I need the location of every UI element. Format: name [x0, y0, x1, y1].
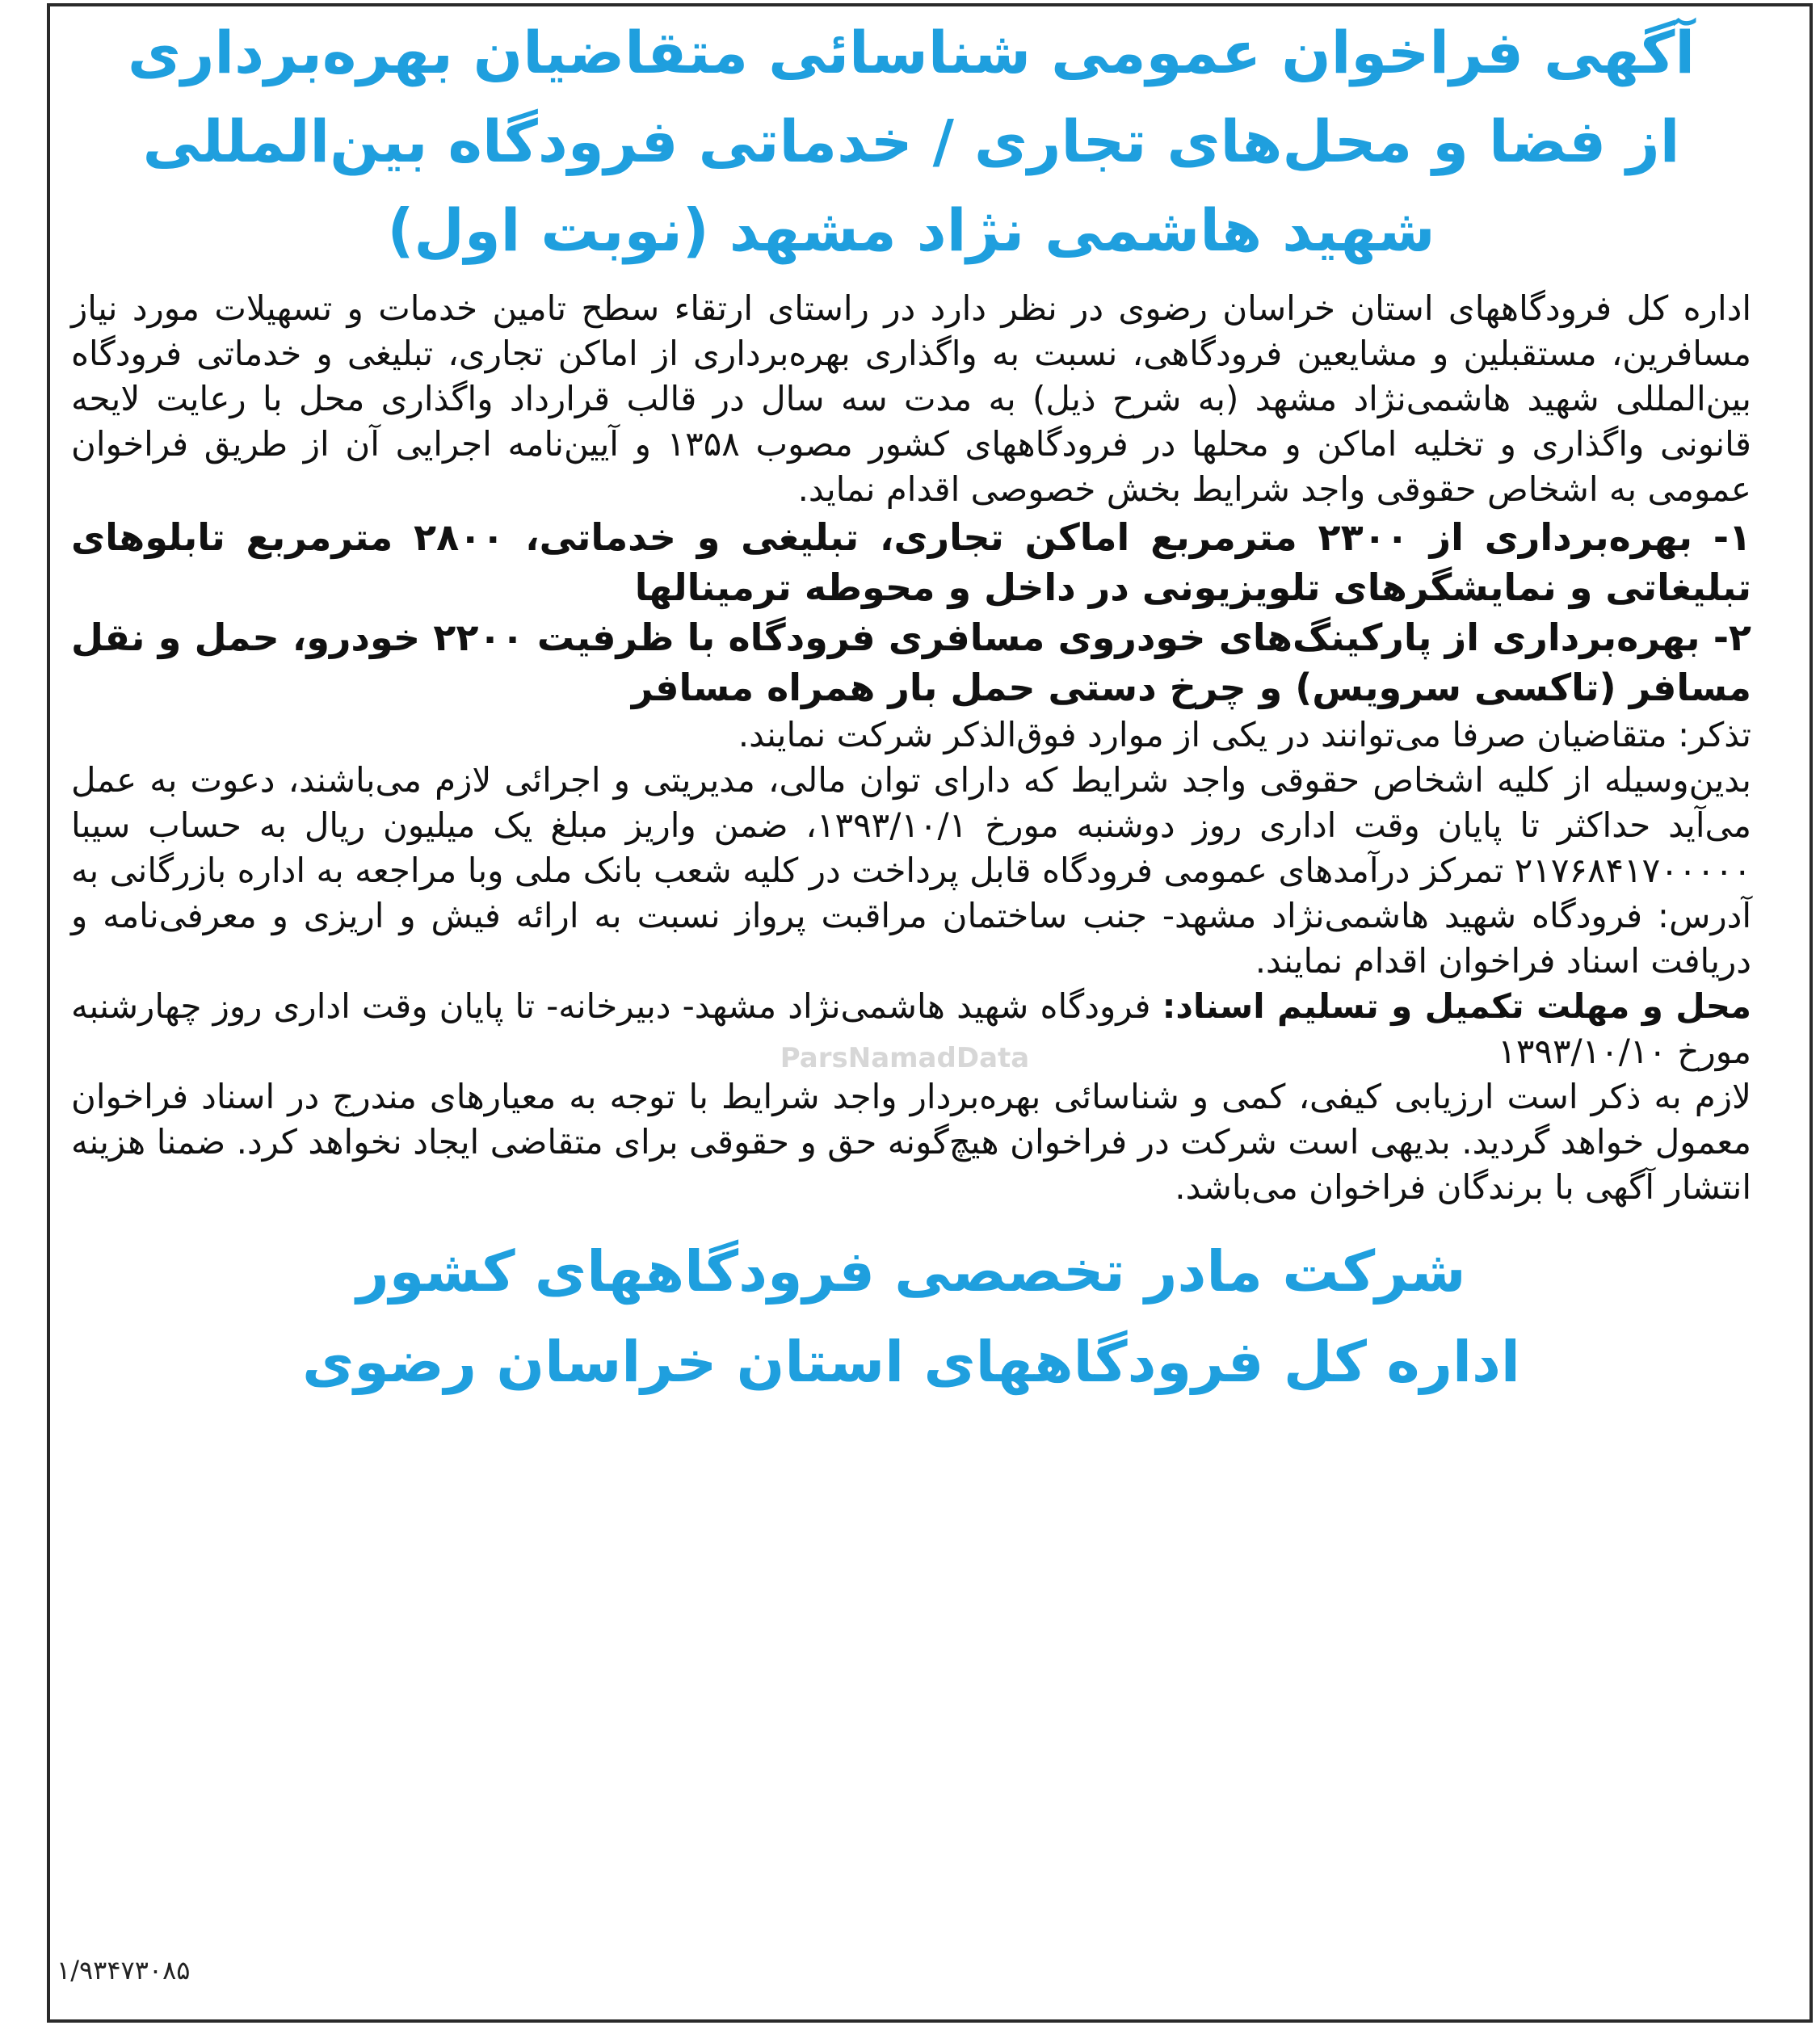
- item-2: ۲- بهره‌برداری از پارکینگ‌های خودروی مسافری فرودگاه با ظرفیت ۲۲۰۰ خودرو، حمل و نقل مسافر (تاکسی سرویس) و چرخ دستی حمل بار همراه مسافر: [71, 616, 1751, 709]
- issuer-line-1: شرکت مادر تخصصی فرودگاههای کشور: [356, 1238, 1466, 1305]
- deadline-text: فرودگاه شهید هاشمی‌نژاد مشهد- دبیرخانه- تا پایان وقت اداری روز چهارشنبه مورخ ۱۳۹۳/۱۰/۱۰: [71, 986, 1751, 1071]
- announcement-title: [71, 8, 1751, 275]
- title-line-3: شهید هاشمی نژاد مشهد (نوبت اول): [387, 196, 1435, 264]
- title-line-2: از فضا و محل‌های تجاری / خدماتی فرودگاه بین‌المللی: [142, 107, 1680, 175]
- closing-paragraph: لازم به ذکر است ارزیابی کیفی، کمی و شناسائی بهره‌بردار واجد شرایط با توجه به معیارهای مندرج در اسناد فراخوان معمول خواهد گردید. بدیهی است شرکت در فراخوان هیچ‌گونه حق و حقوقی برای متقاضی ایجاد نخواهد کرد. ضمنا هزینه انتشار آگهی با برندگان فراخوان می‌باشد.: [71, 1077, 1751, 1207]
- watermark-logo: ParsNamadData: [780, 1042, 1030, 1074]
- note-paragraph: تذکر: متقاضیان صرفا می‌توانند در یکی از موارد فوق‌الذکر شرکت نمایند.: [738, 715, 1751, 754]
- deadline-paragraph: [71, 984, 1751, 1074]
- intro-paragraph: اداره کل فرودگاههای استان خراسان رضوی در نظر دارد در راستای ارتقاء سطح تامین خدمات و تسهیلات مورد نیاز مسافرین، مستقبلین و مشایعین فرودگاهی، نسبت به واگذاری بهره‌برداری از اماکن تجاری، تبلیغی و خدماتی فرودگاه بین‌المللی شهید هاشمی‌نژاد مشهد (به شرح ذیل) به مدت سه سال در قالب قرارداد واگذاری محل با رعایت لایحه قانونی واگذاری و تخلیه اماکن و محلها در فرودگاههای کشور مصوب ۱۳۵۸ و آیین‌نامه اجرایی آن از طریق فراخوان عمومی به اشخاص حقوقی واجد شرایط بخش خصوصی اقدام نماید.: [71, 288, 1751, 509]
- title-line-1: آگهی فراخوان عمومی شناسائی متقاضیان بهره‌برداری: [127, 19, 1696, 86]
- ad-serial-number: ۱/۹۳۴۷۳۰۸۵: [57, 1955, 191, 1985]
- issuer-signature: [71, 1226, 1751, 1407]
- deadline-label: محل و مهلت تکمیل و تسلیم اسناد:: [1162, 986, 1751, 1026]
- announcement: [71, 8, 1751, 1407]
- item-1: ۱- بهره‌برداری از ۲۳۰۰ مترمربع اماکن تجاری، تبلیغی و خدماتی، ۲۸۰۰ مترمربع تابلوهای تبلیغاتی و نمایشگرهای تلویزیونی در داخل و محوطه ترمینالها: [71, 515, 1751, 609]
- invitation-paragraph: بدین‌وسیله از کلیه اشخاص حقوقی واجد شرایط که دارای توان مالی، مدیریتی و اجرائی لازم می‌باشند، دعوت به عمل می‌آید حداکثر تا پایان وقت اداری روز دوشنبه مورخ ۱۳۹۳/۱۰/۱، ضمن واریز مبلغ یک میلیون ریال به حساب سیبا ۲۱۷۶۸۴۱۷۰۰۰۰۰ تمرکز درآمدهای عمومی فرودگاه قابل پرداخت در کلیه شعب بانک ملی وبا مراجعه به اداره بازرگانی به آدرس: فرودگاه شهید هاشمی‌نژاد مشهد- جنب ساختمان مراقبت پرواز نسبت به ارائه فیش و اریزی و معرفی‌نامه و دریافت اسناد فراخوان اقدام نمایند.: [71, 760, 1751, 981]
- issuer-line-2: اداره کل فرودگاههای استان خراسان رضوی: [302, 1329, 1520, 1395]
- announcement-body: [71, 286, 1751, 1210]
